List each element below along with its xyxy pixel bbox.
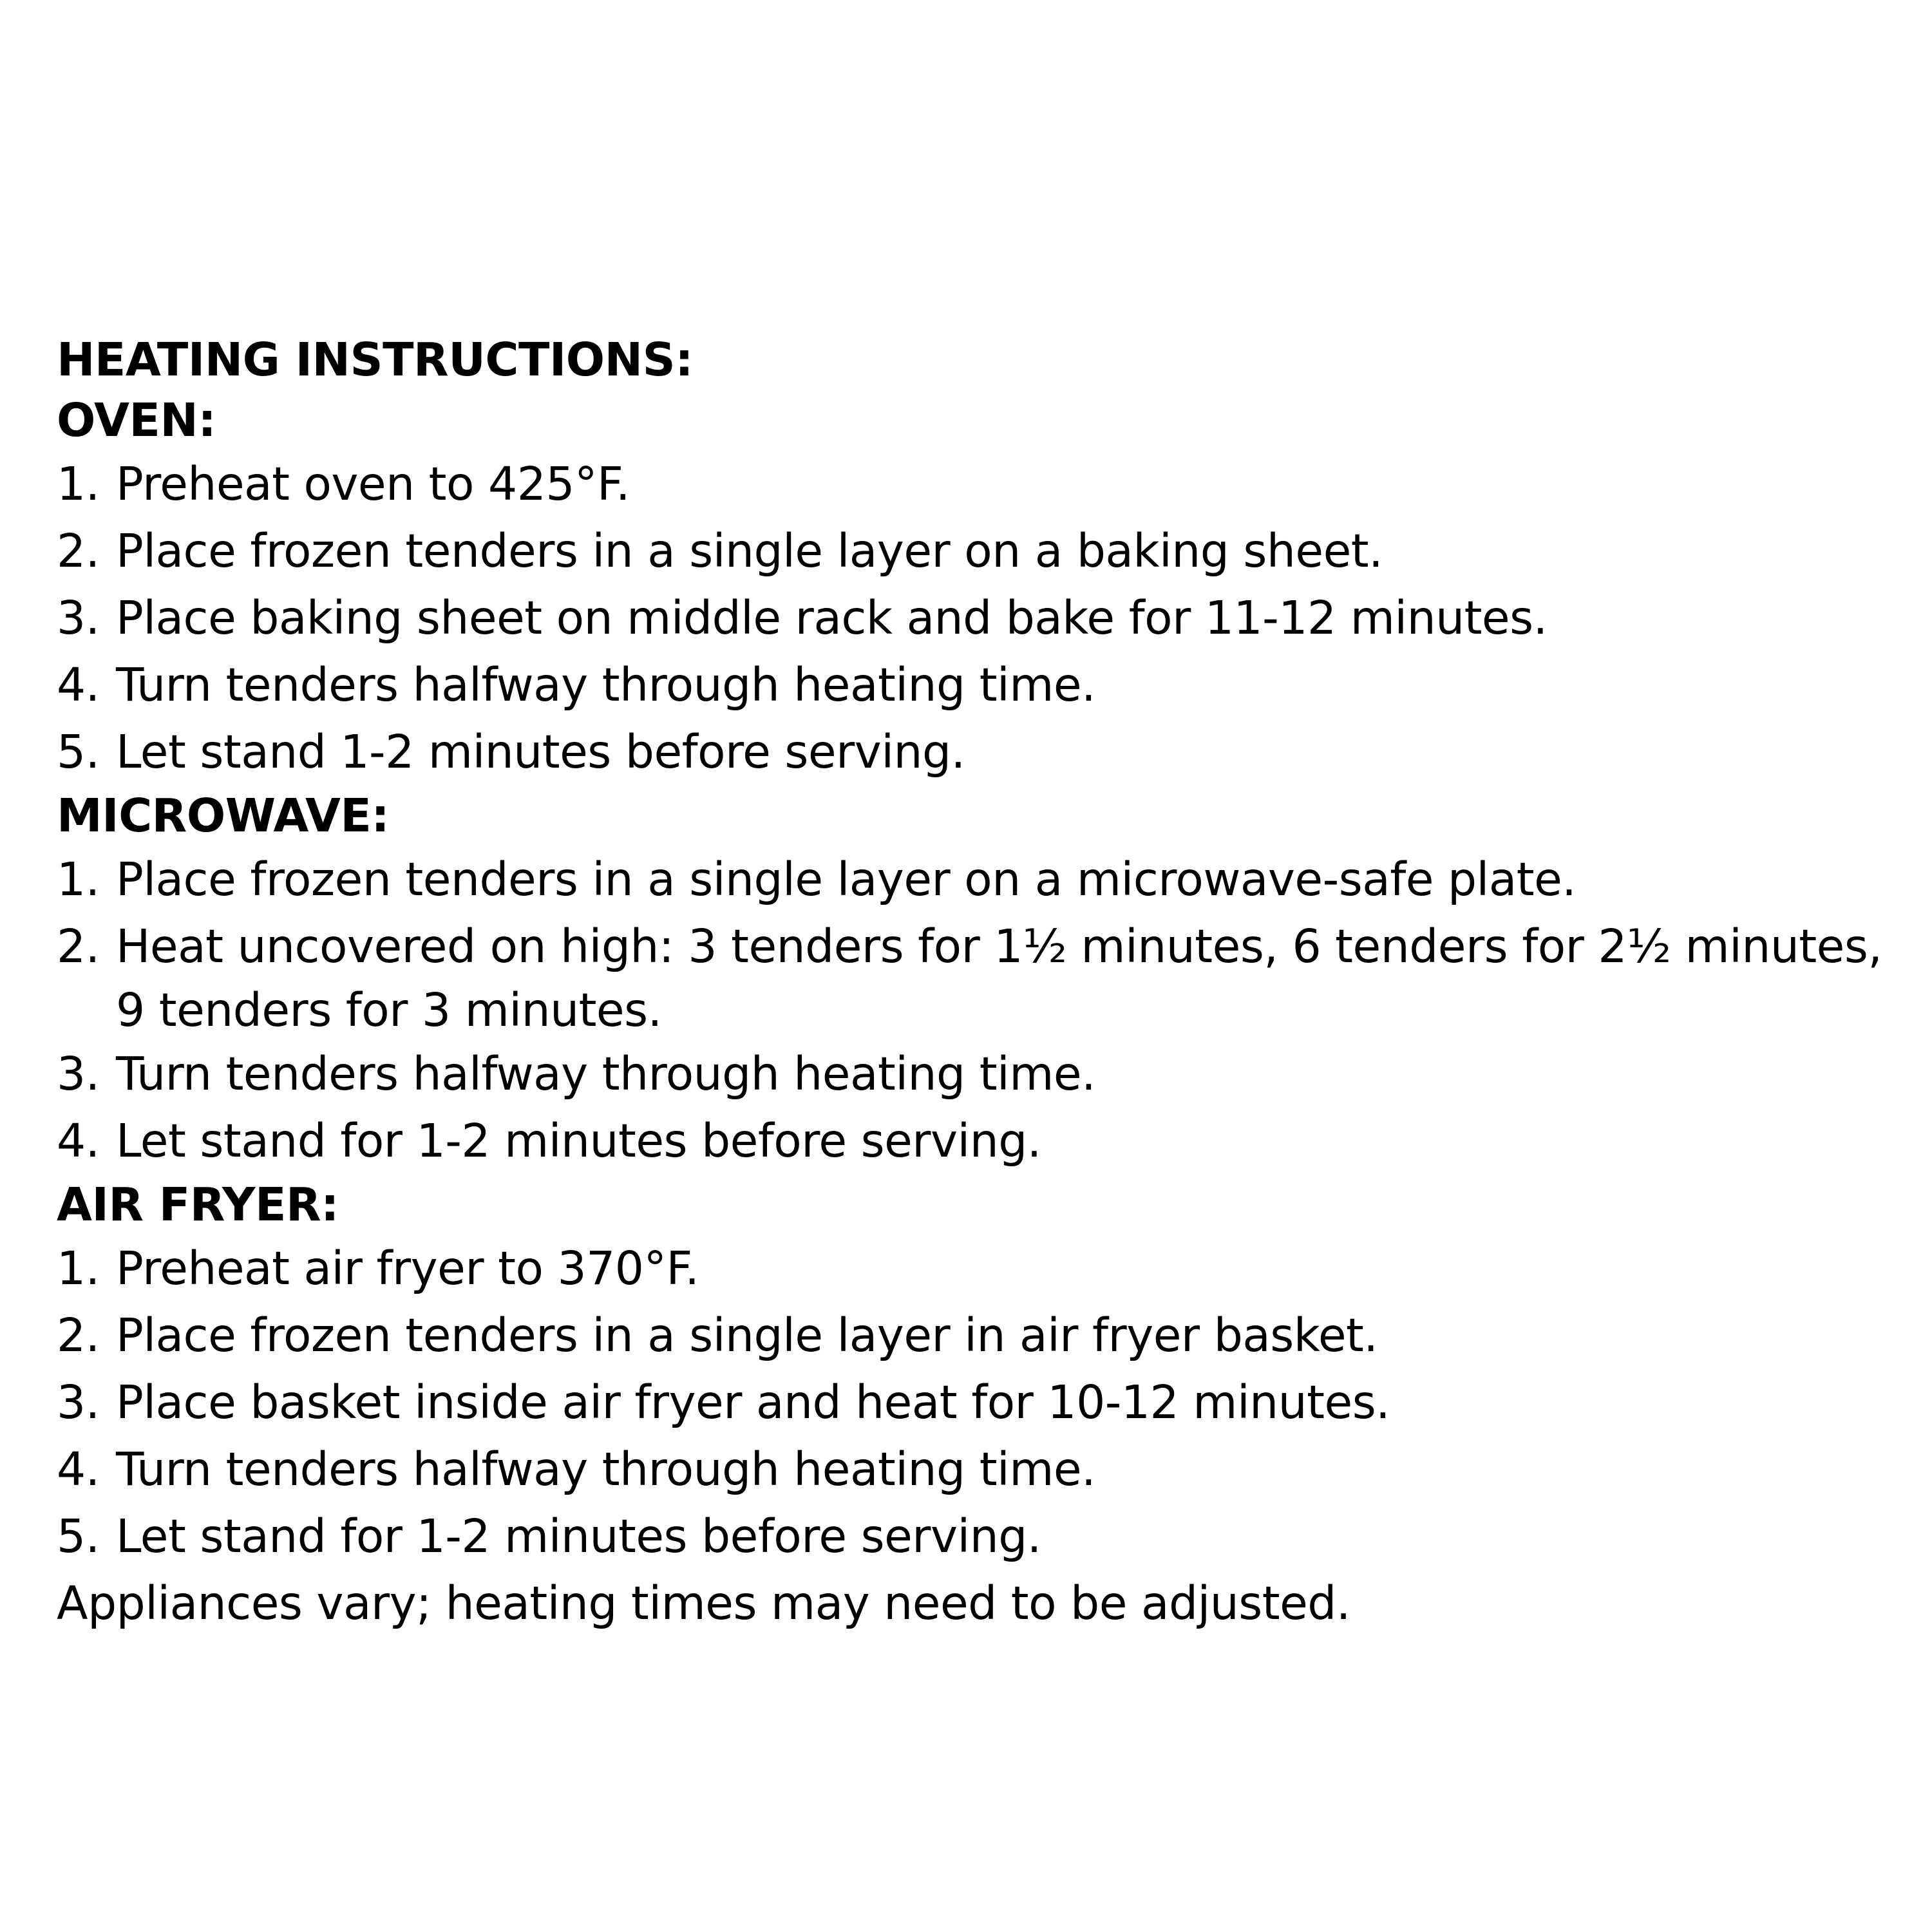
step-text: Let stand for 1-2 minutes before serving. [116,1510,1041,1563]
oven-step-2 [57,518,1911,585]
step-number: 1. [57,1242,100,1295]
step-number: 2. [57,524,100,578]
section-heading-air-fryer: AIR FRYER: [57,1178,339,1231]
step-number: 1. [57,853,100,906]
step-text-continuation: 9 tenders for 3 minutes. [116,983,662,1037]
step-number: 4. [57,1443,100,1496]
section-heading-oven: OVEN: [57,393,216,447]
section-heading-microwave: MICROWAVE: [57,789,390,842]
step-number: 2. [57,920,100,973]
step-number: 2. [57,1309,100,1362]
step-number: 3. [57,1047,100,1101]
air-fryer-step-3 [57,1369,1911,1436]
oven-step-1 [57,451,1911,518]
step-number: 1. [57,457,100,511]
step-text: Place frozen tenders in a single layer on a baking sheet. [116,524,1383,578]
step-number: 4. [57,658,100,712]
step-number: 3. [57,591,100,645]
step-text: Place frozen tenders in a single layer on a microwave-safe plate. [116,853,1577,906]
step-text: Heat uncovered on high: 3 tenders for 1½ minutes, 6 tenders for 2½ minutes, [116,920,1882,973]
step-text: Let stand 1-2 minutes before serving. [116,725,965,779]
microwave-step-3 [57,1041,1911,1108]
step-text: Preheat air fryer to 370°F. [116,1242,699,1295]
oven-step-5 [57,719,1911,786]
step-text: Turn tenders halfway through heating time. [116,658,1096,712]
microwave-step-4 [57,1108,1911,1175]
step-text: Turn tenders halfway through heating time. [116,1047,1096,1101]
oven-step-4 [57,652,1911,719]
air-fryer-step-4 [57,1436,1911,1503]
air-fryer-step-2 [57,1302,1911,1369]
air-fryer-step-5 [57,1503,1911,1570]
step-number: 5. [57,725,100,779]
step-number: 4. [57,1114,100,1168]
step-text: Let stand for 1-2 minutes before serving. [116,1114,1041,1168]
appliance-note: Appliances vary; heating times may need to be adjusted. [57,1577,1350,1630]
step-text: Place frozen tenders in a single layer in air fryer basket. [116,1309,1378,1362]
page-title: HEATING INSTRUCTIONS: [57,333,694,386]
step-number: 3. [57,1376,100,1429]
step-text: Place basket inside air fryer and heat for 10-12 minutes. [116,1376,1390,1429]
step-number: 5. [57,1510,100,1563]
air-fryer-step-1 [57,1235,1911,1302]
step-text: Preheat oven to 425°F. [116,457,630,511]
instructions-block [57,330,1911,1637]
microwave-step-1 [57,846,1911,913]
oven-step-3 [57,585,1911,652]
step-text: Turn tenders halfway through heating time. [116,1443,1096,1496]
step-text: Place baking sheet on middle rack and bake for 11-12 minutes. [116,591,1548,645]
microwave-step-2 [57,913,1911,1041]
